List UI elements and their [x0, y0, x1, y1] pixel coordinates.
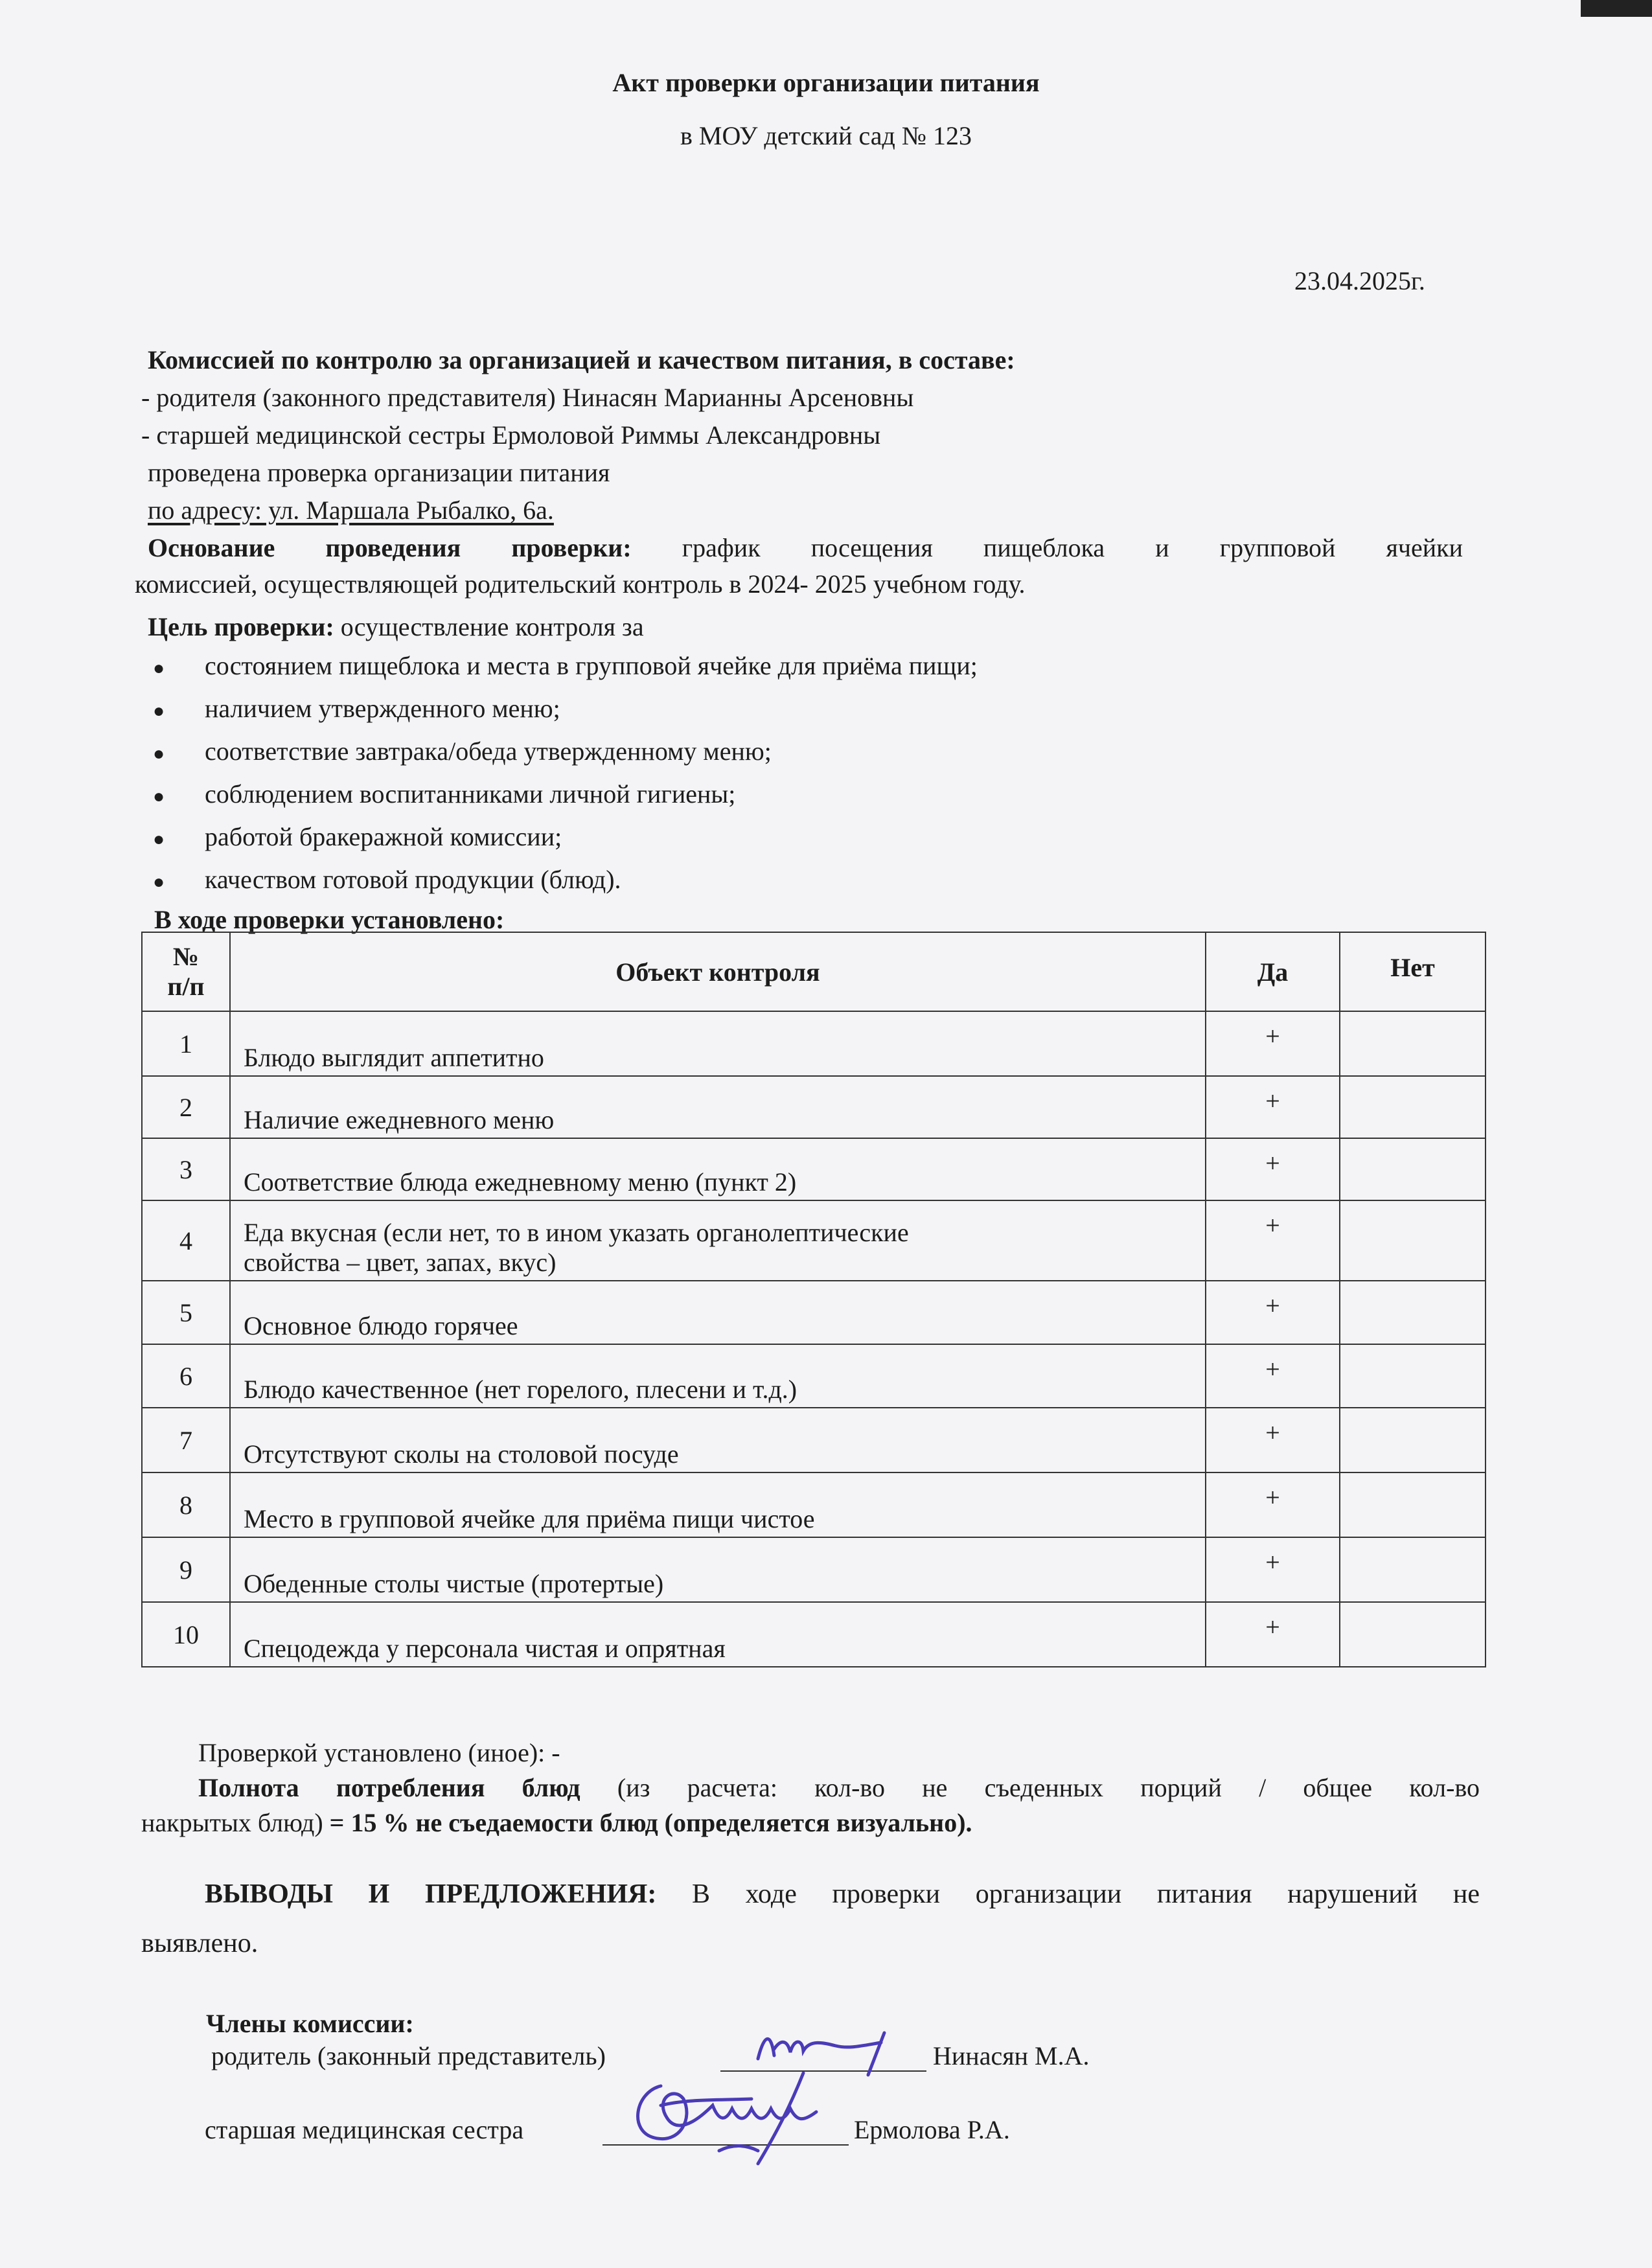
bullet-icon: ●	[153, 786, 165, 807]
purpose-text: осуществление контроля за	[340, 612, 644, 641]
row-no-mark	[1340, 1408, 1486, 1472]
commission-member-nurse: - старшей медицинской сестры Ермоловой Риммы Александровны	[141, 420, 881, 450]
row-no-mark	[1340, 1076, 1486, 1138]
row-object: Спецодежда у персонала чистая и опрятная	[230, 1602, 1206, 1667]
row-object: Место в групповой ячейке для приёма пищи чистое	[230, 1472, 1206, 1537]
purpose-item: соответствие завтрака/обеда утвержденному меню;	[205, 737, 772, 766]
consumption-line1	[198, 1772, 1480, 1804]
table-row	[142, 1138, 1486, 1200]
purpose-item: наличием утвержденного меню;	[205, 694, 560, 723]
document-title: Акт проверки организации питания	[612, 68, 1040, 97]
table-header-row	[142, 932, 1486, 1011]
conclusions-line2: выявлено.	[141, 1929, 258, 1958]
row-object: Отсутствуют сколы на столовой посуде	[230, 1408, 1206, 1472]
consumption-text-1: (из расчета: кол-во не съеденных порций / общее кол-во	[617, 1773, 1480, 1802]
row-yes-mark: +	[1206, 1472, 1340, 1537]
row-num: 8	[142, 1472, 230, 1537]
row-object: Наличие ежедневного меню	[230, 1076, 1206, 1138]
consumption-label: Полнота потребления блюд	[198, 1773, 580, 1802]
bullet-icon: ●	[153, 871, 165, 893]
row-num: 9	[142, 1537, 230, 1602]
conclusions-text-1: В ходе проверки организации питания нарушений не	[691, 1879, 1480, 1909]
consumption-result: = 15 % не съедаемости блюд (определяется визуально).	[329, 1808, 972, 1837]
bullet-icon: ●	[153, 700, 165, 722]
document-date: 23.04.2025г.	[1294, 266, 1425, 295]
row-yes-mark: +	[1206, 1011, 1340, 1076]
member-name-parent: Нинасян М.А.	[933, 2041, 1090, 2070]
table-row	[142, 1076, 1486, 1138]
members-label: Члены комиссии:	[206, 2009, 414, 2038]
basis-line1	[148, 533, 1463, 564]
purpose-label: Цель проверки:	[148, 612, 334, 641]
row-num: 10	[142, 1602, 230, 1667]
row-object: Блюдо выглядит аппетитно	[230, 1011, 1206, 1076]
table-row	[142, 1537, 1486, 1602]
signature-nurse	[622, 2060, 868, 2170]
row-no-mark	[1340, 1537, 1486, 1602]
purpose-item: качеством готовой продукции (блюд).	[205, 865, 621, 894]
row-yes-mark: +	[1206, 1602, 1340, 1667]
row-no-mark	[1340, 1602, 1486, 1667]
row-num: 2	[142, 1076, 230, 1138]
row-object: Соответствие блюда ежедневному меню (пункт 2)	[230, 1138, 1206, 1200]
row-yes-mark: +	[1206, 1537, 1340, 1602]
table-row	[142, 1472, 1486, 1537]
row-no-mark	[1340, 1200, 1486, 1281]
header-no: Нет	[1340, 932, 1486, 1011]
bullet-icon: ●	[153, 658, 165, 679]
table-row	[142, 1408, 1486, 1472]
row-yes-mark: +	[1206, 1138, 1340, 1200]
table-row	[142, 1344, 1486, 1408]
purpose-item: работой бракеражной комиссии;	[205, 822, 562, 851]
commission-intro: Комиссией по контролю за организацией и качеством питания, в составе:	[148, 345, 1015, 374]
inspection-table	[141, 932, 1486, 1667]
purpose-line	[148, 612, 644, 643]
row-no-mark	[1340, 1344, 1486, 1408]
member-role-nurse: старшая медицинская сестра	[205, 2115, 524, 2144]
row-num: 7	[142, 1408, 230, 1472]
row-num: 5	[142, 1281, 230, 1344]
row-object: Основное блюдо горячее	[230, 1281, 1206, 1344]
member-role-parent: родитель (законный представитель)	[211, 2041, 606, 2070]
row-yes-mark: +	[1206, 1408, 1340, 1472]
table-row	[142, 1281, 1486, 1344]
header-object: Объект контроля	[230, 932, 1206, 1011]
basis-line2: комиссией, осуществляющей родительский контроль в 2024- 2025 учебном году.	[135, 569, 1026, 599]
row-no-mark	[1340, 1011, 1486, 1076]
row-no-mark	[1340, 1138, 1486, 1200]
bullet-icon: ●	[153, 743, 165, 764]
inspection-line: проведена проверка организации питания	[148, 458, 610, 487]
row-object: Еда вкусная (если нет, то в ином указать органолептические свойства – цвет, запах, вкус)	[230, 1200, 1206, 1281]
row-yes-mark: +	[1206, 1076, 1340, 1138]
row-yes-mark: +	[1206, 1344, 1340, 1408]
consumption-line2	[141, 1807, 972, 1838]
findings-label: В ходе проверки установлено:	[154, 905, 505, 934]
inspection-address: по адресу: ул. Маршала Рыбалко, 6а.	[148, 496, 554, 525]
row-yes-mark: +	[1206, 1200, 1340, 1281]
header-yes: Да	[1206, 932, 1340, 1011]
table-row	[142, 1011, 1486, 1076]
row-no-mark	[1340, 1281, 1486, 1344]
document-subtitle: в МОУ детский сад № 123	[680, 121, 972, 150]
basis-label: Основание проведения проверки:	[148, 533, 632, 562]
bullet-icon: ●	[153, 829, 165, 850]
row-yes-mark: +	[1206, 1281, 1340, 1344]
row-object: Блюдо качественное (нет горелого, плесени и т.д.)	[230, 1344, 1206, 1408]
basis-text-1: график посещения пищеблока и групповой ячейки	[682, 533, 1463, 562]
commission-member-parent: - родителя (законного представителя) Нинасян Марианны Арсеновны	[141, 383, 914, 412]
table-row	[142, 1200, 1486, 1281]
row-num: 3	[142, 1138, 230, 1200]
purpose-item: состоянием пищеблока и места в групповой ячейке для приёма пищи;	[205, 651, 978, 680]
row-num: 1	[142, 1011, 230, 1076]
row-object: Обеденные столы чистые (протертые)	[230, 1537, 1206, 1602]
row-num: 6	[142, 1344, 230, 1408]
conclusions-label: ВЫВОДЫ И ПРЕДЛОЖЕНИЯ:	[205, 1879, 657, 1909]
row-no-mark	[1340, 1472, 1486, 1537]
table-row	[142, 1602, 1486, 1667]
row-num: 4	[142, 1200, 230, 1281]
member-name-nurse: Ермолова Р.А.	[854, 2115, 1010, 2144]
conclusions-line1	[205, 1879, 1480, 1910]
scan-edge-mark	[1581, 0, 1652, 17]
consumption-text-2: накрытых блюд)	[141, 1808, 323, 1837]
other-findings: Проверкой установлено (иное): -	[198, 1738, 560, 1767]
header-num: № п/п	[142, 932, 230, 1011]
purpose-item: соблюдением воспитанниками личной гигиены;	[205, 779, 736, 808]
